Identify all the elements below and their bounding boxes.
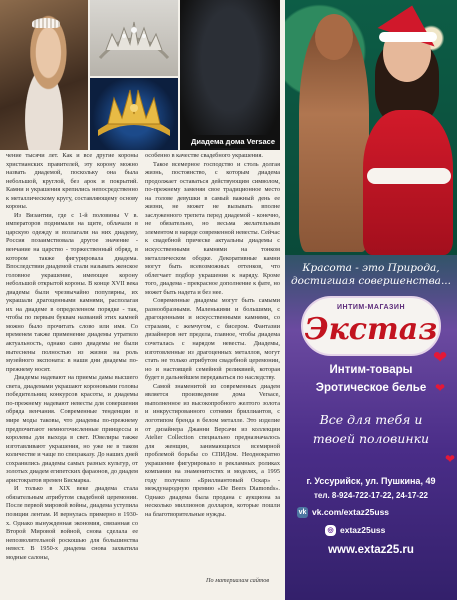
article-paragraph: Из Византии, где с 1-й половины V в. императоров поднимали на щите, облачали в царскую одежду и возлагали на них диадему, Россия позаимствовала другое значение - венчание на царство - торжественный обряд, в котором также фигурировала диадема. Впоследствии диадемой стали называть женское головное украшение, имеющее корону небольшой открытой короны. В конце XVII века диадемы были чрезвычайно популярны, их украшали драгоценными камнями, располагая их на диадеме в определенном порядке - так, чтобы по первым буквам названий этих камней можно было прочитать слово или имя. Со временем также применение диадемы утратило актуальность, однако само диадемы не были вытеснены полностью из жизни на роль музейного экспоната: в наши дни диадемы по-прежнему носят.: [6, 211, 138, 373]
article-paragraph: И только в XIX веке диадема стала обязательным атрибутом свадебной церемонии. После первой мировой войны, диадема уступила позиции лентам. И вернулась примерно в 1930-х. Однако вынужденная экономия, связанная со Второй Мировой войной, снова сделала ее непозволительной роскошью для большинства невест. В 1950-х диадема снова захватила модные салоны,: [6, 485, 138, 561]
shop-address: г. Уссурийск, ул. Пушкина, 49: [306, 476, 436, 486]
article-column-left: [6, 152, 138, 562]
goods-line-1: Интим-товары: [329, 364, 413, 376]
santa-hat-trim: [379, 32, 437, 42]
article-paragraph: Такое всемерное господство и столь долгая жизнь, постоянство, с которым диадема продолжает оставаться действующим символом, по-прежнему заменяя свое традиционное место на голове девушки в самый важный день ее жизни, не может не вызывать вполне заслуженного трепета перед диадемой - конечно, не обязательно, но весьма желательным элементом в наряде современной невесты. Сейчас к свадебной прическе актуальны диадемы с искусственными камнями на тонком металлическом ободке. Декоративные камни могут быть всевозможных оттенков, что облегчает подбор украшения к наряду. Кроме того, диадема - прекрасное дополнение к фате, но может быть надета и без нее.: [145, 160, 280, 296]
slogan-bottom-line-2: твоей половинки: [312, 431, 430, 446]
instagram-handle: extaz25uss: [340, 525, 386, 535]
dark-photo-background: [180, 0, 280, 150]
heart-icon: ❤: [433, 348, 448, 368]
shop-logo-badge: [301, 296, 441, 356]
slogan-bottom: [285, 410, 457, 448]
man-head: [315, 14, 353, 60]
article-paragraph: чение тысячи лет. Как и все другие короны христианских правителей, эту корону можно назвать диадемой, поскольку она была небольшой, круглой, без арок и покрытий. Камни и украшения крепились непосредственно к металлическому кругу, составляющему основу короны.: [6, 152, 138, 211]
shop-website[interactable]: www.extaz25.ru: [328, 544, 414, 556]
shop-name: Экстаз: [304, 312, 438, 347]
photo-caption: Диадема дома Versace: [186, 135, 280, 148]
shop-phones[interactable]: тел. 8-924-722-17-22, 24-17-22: [314, 491, 428, 500]
instagram-link[interactable]: [325, 523, 385, 537]
article-paragraph: особенно в качестве свадебного украшения.: [145, 152, 264, 159]
article-paragraph: Самой знаменитой из современных диадем является произведение дома Versace, выполненное из высокопробного желтого золота и инкрустированного сотнями бриллиантов, с логотипом бренда в белом металле. Это изделие от дизайнера Джанни Версачи из коллекции Atelier Collection специально предназначалось для женщин, занимающихся всемирной проблемой борьбы со СПИДом. Неоднократно украшение фигурировало в рекламных роликах компании на знаменитостях и моделях, а 1995 году получило «Бриллиантовый Оскар» - международную премию «De Beers Diamonds». Однако диадема была продана с аукциона за несколько миллионов долларов, которые пошли на благотворительные нужды.: [145, 382, 280, 518]
heart-icon: ❤: [435, 381, 446, 395]
slogan-top: [285, 262, 457, 288]
instagram-icon: ◎: [325, 525, 336, 536]
couple-photo: [285, 0, 457, 255]
versace-diadem-photo: [90, 78, 178, 150]
article-paragraph: Диадемы надевают на приемы дамы высшего света, диадемами украшают короновыми головы победительниц конкурсов красоты, и диадемы по-прежнему надевают невесты для совершения обряда венчания. Современные тенденции в мире моды таковы, что диадемы по-прежнему предпочитают немногочисленные принцессы и королевы для выхода в свет. Ювелиры также изготавливают украшения, но уже не в таком количестве и чаще по спецзаказу. До наших дней сохранились диадемы самых разных культур, от золотых диадем египетских фараонов, до диадем аристократов времен Бисмарка.: [6, 374, 138, 484]
extaz-advertisement: [285, 0, 457, 600]
vk-address: vk.com/extaz25uss: [312, 507, 390, 517]
golden-diadem-illustration: [90, 78, 178, 150]
bride-photo: [0, 0, 88, 150]
article-paragraph: Современные диадемы могут быть самыми разнообразными. Маленькими и большими, с драгоценными и искусственными камнями, со стразами, с жемчугом, с бисером. Фантазии дизайнеров нет предела, главное, чтобы диадема сочеталась с нарядом невесты. Диадемы, изготовленные из драгоценных металлов, могут стать не только атрибутом свадебной церемонии, но и настоящей семейной реликвией, которая будет в дальнейшем передаваться по наследству.: [145, 297, 280, 382]
slogan-top-line-1: Красота - это Природа,: [302, 262, 440, 274]
tiara-sparkle: [32, 18, 60, 28]
slogan-top-line-2: достигшая совершенства...: [291, 275, 451, 287]
vk-icon: vk: [298, 508, 307, 516]
tiara-illustration: [90, 0, 178, 76]
tiara-photo: [90, 0, 178, 76]
goods-line-2: Эротическое белье: [315, 382, 427, 394]
fur-trim: [367, 168, 451, 184]
article-column-right: [145, 152, 280, 520]
vk-link[interactable]: [297, 505, 389, 519]
shop-label: ИНТИМ-МАГАЗИН: [337, 304, 405, 311]
article-credit: По материалам сайтов: [206, 577, 270, 584]
heart-icon: ❤: [445, 452, 456, 466]
slogan-bottom-line-1: Все для тебя и: [319, 412, 423, 427]
